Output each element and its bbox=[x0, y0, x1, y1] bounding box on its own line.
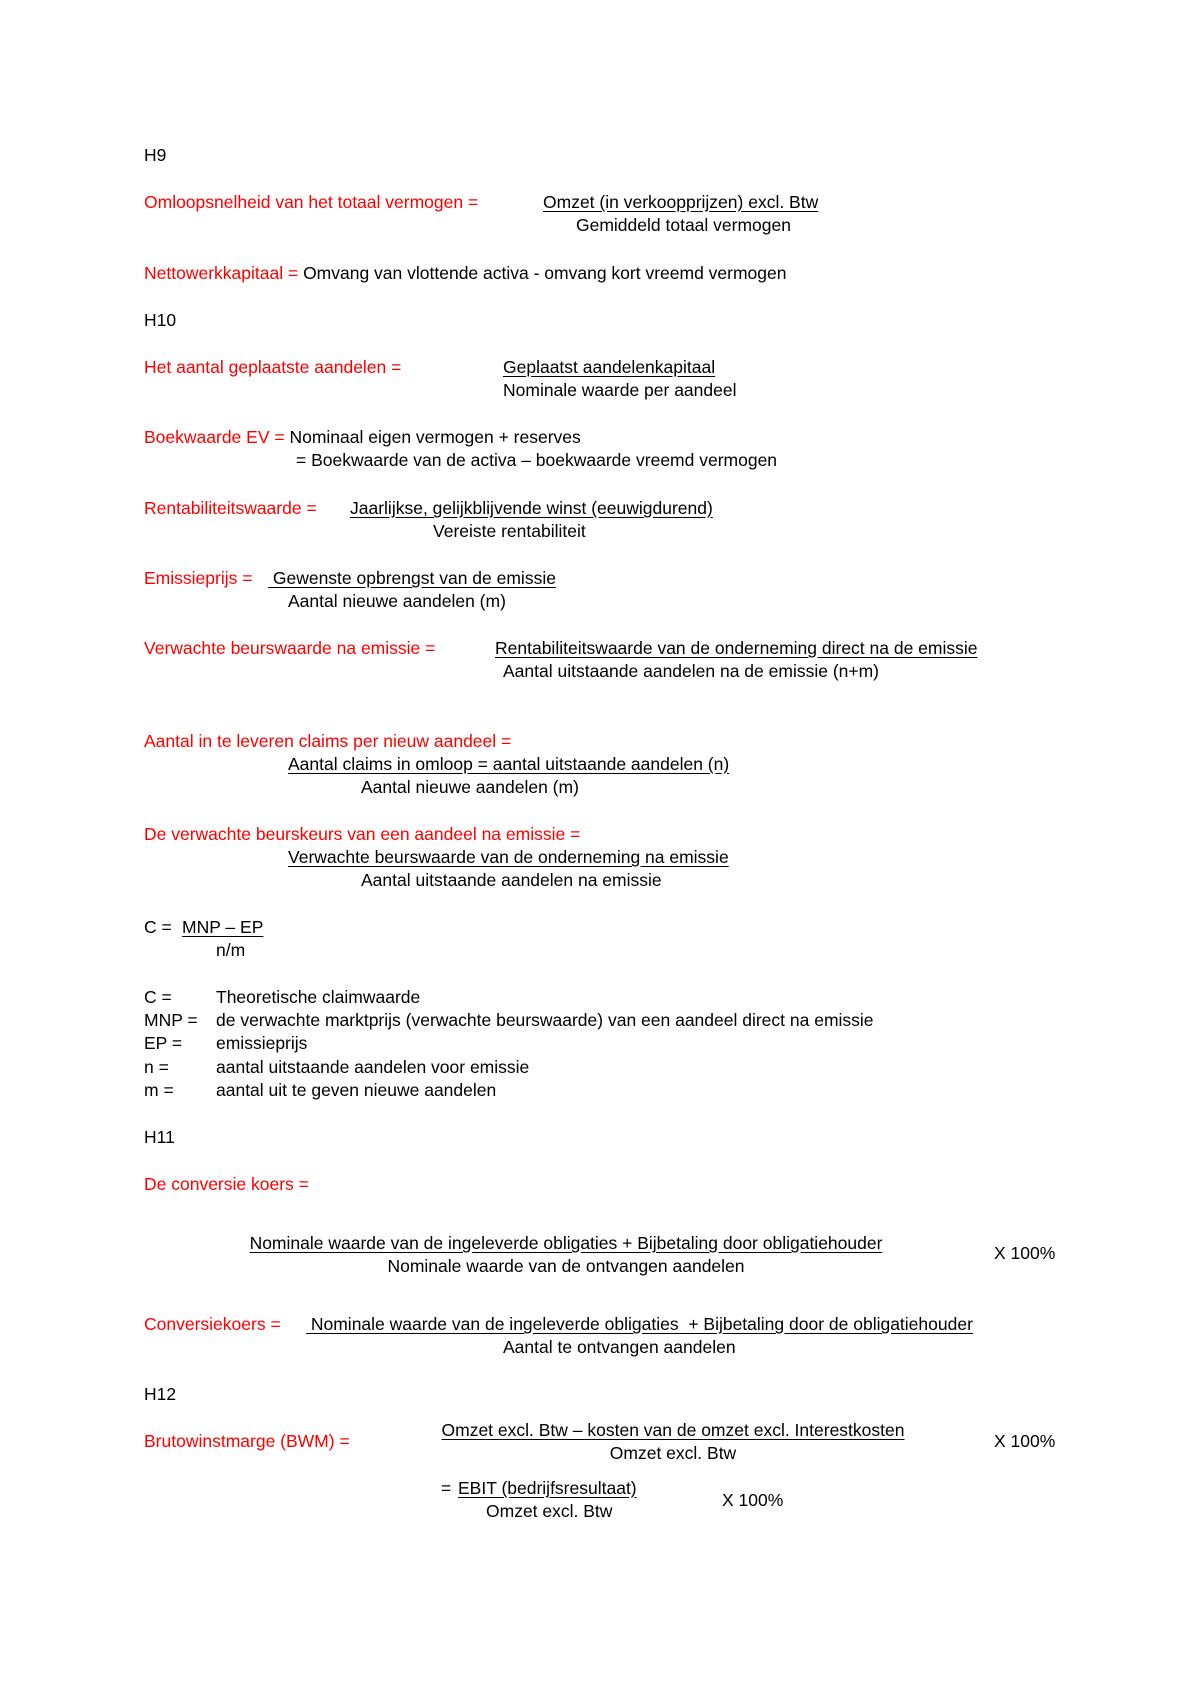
formula-body-nettowerkkapitaal: Omvang van vlottende activa - omvang kort vreemd vermogen bbox=[303, 263, 787, 283]
numerator-in-te-leveren-claims: Aantal claims in omloop = aantal uitstaande aandelen (n) bbox=[288, 754, 730, 774]
denominator-rentabiliteitswaarde: Vereiste rentabiliteit bbox=[433, 521, 586, 541]
numerator-rentabiliteitswaarde: Jaarlijkse, gelijkblijvende winst (eeuwigdurend) bbox=[350, 498, 713, 518]
equals-sign-ebit: = bbox=[441, 1478, 452, 1498]
denominator-geplaatste-aandelen: Nominale waarde per aandeel bbox=[503, 380, 737, 400]
legend-symbol: MNP = bbox=[144, 1010, 198, 1030]
formula-name-verwachte-beurswaarde: Verwachte beurswaarde na emissie = bbox=[144, 638, 436, 658]
heading-h11: H11 bbox=[144, 1127, 175, 1147]
denominator-ebit: Omzet excl. Btw bbox=[486, 1501, 613, 1521]
denominator-conversiekoers: Aantal te ontvangen aandelen bbox=[503, 1337, 736, 1357]
multiplier-ebit: X 100% bbox=[722, 1490, 784, 1510]
legend-symbol: n = bbox=[144, 1057, 169, 1077]
legend-description: emissieprijs bbox=[216, 1033, 308, 1053]
heading-h9: H9 bbox=[144, 145, 167, 165]
numerator-claimwaarde: MNP – EP bbox=[182, 917, 264, 937]
formula-name-emissieprijs: Emissieprijs = bbox=[144, 568, 253, 588]
legend-description: aantal uit te geven nieuwe aandelen bbox=[216, 1080, 497, 1100]
denominator-emissieprijs: Aantal nieuwe aandelen (m) bbox=[288, 591, 506, 611]
multiplier-conversie-koers: X 100% bbox=[994, 1243, 1056, 1263]
formula-name-boekwaarde-ev: Boekwaarde EV = bbox=[144, 427, 285, 447]
formula-name-nettowerkkapitaal: Nettowerkkapitaal = bbox=[144, 263, 299, 283]
numerator-conversie-koers: Nominale waarde van de ingeleverde obligaties + Bijbetaling door obligatiehouder bbox=[249, 1233, 883, 1253]
legend-description: aantal uitstaande aandelen voor emissie bbox=[216, 1057, 530, 1077]
formula-name-verwachte-beurskoers: De verwachte beurskeurs van een aandeel na emissie = bbox=[144, 824, 581, 844]
legend-symbol: C = bbox=[144, 987, 172, 1007]
legend-symbol: m = bbox=[144, 1080, 174, 1100]
numerator-conversiekoers: Nominale waarde van de ingeleverde obligaties + Bijbetaling door de obligatiehouder bbox=[306, 1314, 973, 1334]
legend-description: de verwachte marktprijs (verwachte beurswaarde) van een aandeel direct na emissie bbox=[216, 1010, 874, 1030]
heading-h10: H10 bbox=[144, 310, 177, 330]
denominator-verwachte-beurskoers: Aantal uitstaande aandelen na emissie bbox=[361, 870, 662, 890]
multiplier-brutowinstmarge: X 100% bbox=[994, 1431, 1056, 1451]
formula-nettowerkkapitaal bbox=[144, 262, 786, 285]
numerator-emissieprijs: Gewenste opbrengst van de emissie bbox=[268, 568, 556, 588]
denominator-verwachte-beurswaarde: Aantal uitstaande aandelen na de emissie (n+m) bbox=[503, 661, 880, 681]
denominator-claimwaarde: n/m bbox=[216, 940, 246, 960]
denominator-omloopsnelheid: Gemiddeld totaal vermogen bbox=[576, 215, 791, 235]
numerator-verwachte-beurskoers: Verwachte beurswaarde van de onderneming na emissie bbox=[288, 847, 729, 867]
formula-name-rentabiliteitswaarde: Rentabiliteitswaarde = bbox=[144, 498, 317, 518]
denominator-conversie-koers: Nominale waarde van de ontvangen aandelen bbox=[387, 1256, 745, 1276]
formula-line1-boekwaarde-ev: Nominaal eigen vermogen + reserves bbox=[289, 427, 581, 447]
formula-name-conversiekoers: Conversiekoers = bbox=[144, 1314, 281, 1334]
formula-line2-boekwaarde-ev: = Boekwaarde van de activa – boekwaarde vreemd vermogen bbox=[296, 450, 778, 470]
numerator-geplaatste-aandelen: Geplaatst aandelenkapitaal bbox=[503, 357, 716, 377]
denominator-in-te-leveren-claims: Aantal nieuwe aandelen (m) bbox=[361, 777, 579, 797]
formula-lhs-claimwaarde: C = bbox=[144, 917, 172, 937]
numerator-ebit: EBIT (bedrijfsresultaat) bbox=[458, 1478, 637, 1498]
numerator-verwachte-beurswaarde: Rentabiliteitswaarde van de onderneming direct na de emissie bbox=[495, 638, 978, 658]
denominator-brutowinstmarge: Omzet excl. Btw bbox=[609, 1443, 737, 1463]
formula-name-geplaatste-aandelen: Het aantal geplaatste aandelen = bbox=[144, 357, 402, 377]
legend-description: Theoretische claimwaarde bbox=[216, 987, 421, 1007]
numerator-omloopsnelheid: Omzet (in verkoopprijzen) excl. Btw bbox=[543, 192, 819, 212]
formula-name-conversie-koers: De conversie koers = bbox=[144, 1174, 309, 1194]
legend-symbol: EP = bbox=[144, 1033, 183, 1053]
formula-name-brutowinstmarge: Brutowinstmarge (BWM) = bbox=[144, 1431, 350, 1451]
formula-name-omloopsnelheid: Omloopsnelheid van het totaal vermogen = bbox=[144, 192, 479, 212]
heading-h12: H12 bbox=[144, 1384, 177, 1404]
numerator-brutowinstmarge: Omzet excl. Btw – kosten van de omzet excl. Interestkosten bbox=[441, 1420, 905, 1440]
formula-boekwaarde-ev bbox=[144, 426, 581, 449]
formula-name-in-te-leveren-claims: Aantal in te leveren claims per nieuw aandeel = bbox=[144, 731, 512, 751]
